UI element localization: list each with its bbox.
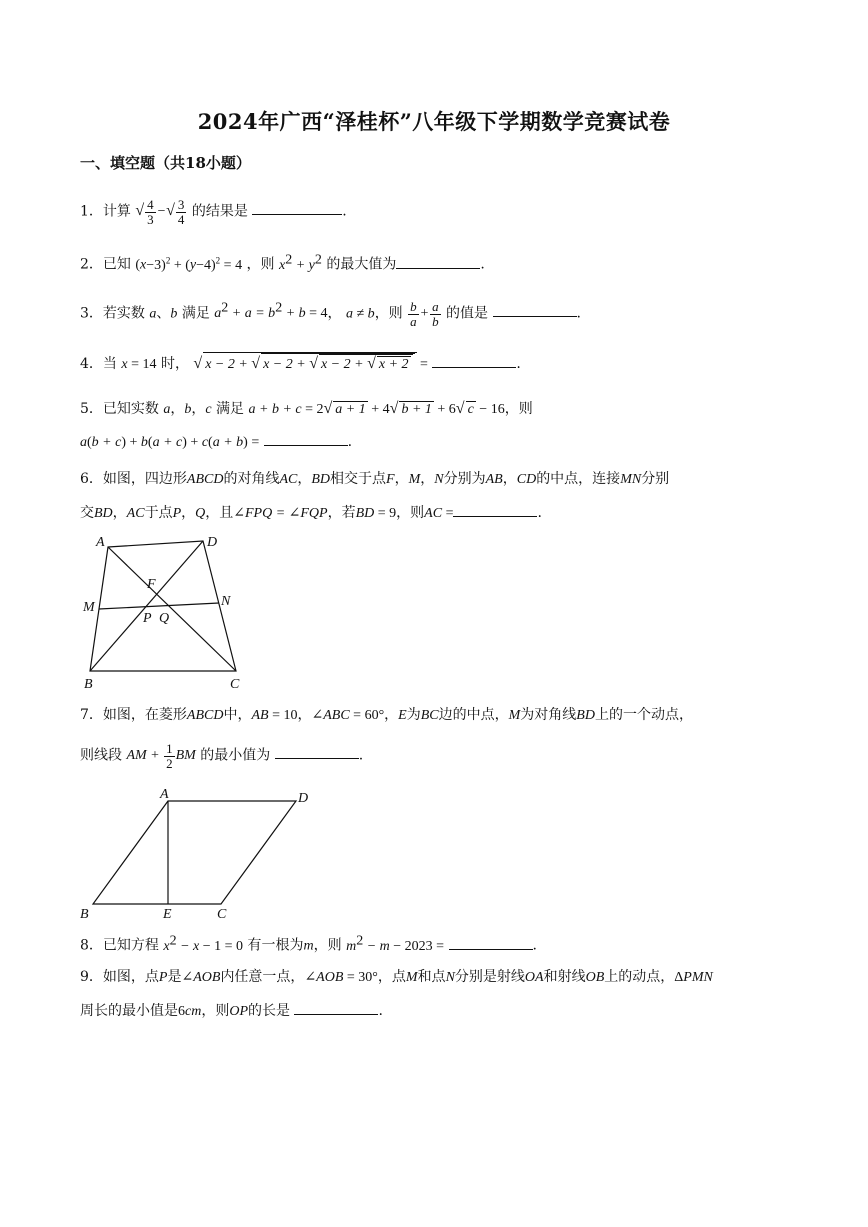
label-a: A	[160, 787, 169, 802]
question-7-line1: 7．如图，在菱形ABCD中，AB = 10，∠ABC = 60°，E为BC边的中点，M为对角线BD上的一个动点，	[80, 707, 693, 723]
expr: BD = 9	[355, 506, 397, 521]
expr: AC	[126, 506, 145, 521]
var-a: a	[163, 402, 171, 417]
question-6-line1: 6．如图，四边形ABCD的对角线AC，BD相交于点F，M，N分别为AB，CD的中点，连接MN分别	[80, 471, 670, 487]
expr: ABCD	[186, 472, 224, 487]
expr: ΔPMN	[674, 970, 713, 985]
expr: F	[386, 472, 395, 487]
period: .	[516, 356, 521, 372]
question-5-expr: a(b + c) + b(a + c) + c(a + b) =	[80, 435, 260, 450]
period: .	[576, 305, 581, 322]
text: 相交于点	[330, 471, 387, 487]
question-4-text: 4．当	[80, 356, 117, 372]
question-3-mid: 满足	[181, 305, 210, 322]
question-9-line1	[80, 966, 713, 986]
expr: AM + $\frac{1}{2}$ BM	[126, 741, 196, 771]
label-n: N	[221, 594, 231, 609]
expr: M	[408, 472, 421, 487]
period: .	[480, 256, 485, 273]
question-1-math: √ $\frac{4}{3}$ −√ $\frac{3}{4}$	[135, 197, 185, 227]
period: .	[342, 203, 347, 220]
text: 上的一个动点，	[594, 707, 693, 723]
label-e: E	[163, 907, 172, 922]
text: 为对角线	[520, 707, 577, 723]
text: 分别是射线	[454, 969, 525, 985]
then: ，则	[504, 401, 533, 417]
answer-blank-8[interactable]	[449, 935, 533, 950]
question-2-text: 2．已知	[80, 256, 131, 273]
question-8-text: 8．已知方程	[80, 937, 159, 954]
question-2-mid: ，则	[246, 256, 275, 273]
text: 交	[80, 505, 94, 521]
text: ，点	[377, 969, 406, 985]
expr: M	[405, 970, 418, 985]
text: 分别为	[443, 471, 486, 487]
var-b: b	[170, 306, 178, 322]
var-a: a	[149, 306, 157, 322]
text: 和点	[417, 969, 446, 985]
label-q: Q	[159, 611, 170, 626]
sep: ，	[327, 305, 342, 322]
text: 有一根为	[247, 937, 304, 954]
question-3-tail: 的值是	[446, 305, 489, 322]
text: ，则	[396, 505, 425, 521]
label-c: C	[217, 907, 227, 922]
expr: $x^2 - x - 1 = 0$	[163, 933, 244, 954]
expr: ∠AOB	[181, 970, 221, 985]
label-c: C	[230, 677, 240, 692]
text: 和射线	[543, 969, 586, 985]
text: 的中点，连接	[536, 471, 621, 487]
expr: N	[445, 970, 455, 985]
question-3-frac: $\frac{b}{a}$ + $\frac{a}{b}$	[410, 299, 439, 329]
then: ，则	[374, 305, 403, 322]
question-5-cond: a + b + c = 2√ a + 1 + 4√ b + 1 + 6√ c − 16	[248, 400, 505, 417]
period: .	[537, 505, 542, 521]
question-7-text: 7．如图，在菱形	[80, 707, 187, 723]
expr: BD	[94, 506, 113, 521]
section-heading: 一、填空题（共18小题）	[80, 154, 251, 172]
text: 于点	[144, 505, 173, 521]
text: 的长是	[248, 1003, 290, 1019]
text: ，则	[201, 1003, 230, 1019]
var-b: b	[184, 402, 192, 417]
period: .	[532, 937, 537, 954]
sep: 、	[156, 305, 171, 322]
text: 周长的最小值是	[80, 1003, 178, 1019]
text: 为	[406, 707, 421, 723]
label-d: D	[207, 535, 218, 550]
text: ，且	[205, 505, 234, 521]
period: .	[378, 1003, 383, 1019]
period: .	[347, 434, 353, 450]
question-9-line2	[80, 1000, 383, 1020]
sep: ，	[191, 401, 206, 417]
label-f: F	[147, 577, 156, 592]
expr: m	[303, 938, 314, 954]
expr: OP	[229, 1004, 248, 1019]
question-6-line2: 交BD，AC于点P，Q，且∠FPQ = ∠FQP，若BD = 9，则AC = .	[80, 502, 542, 522]
sep: ，	[170, 401, 185, 417]
text: 分别	[641, 471, 670, 487]
expr: P	[172, 506, 182, 521]
expr: ABCD	[186, 708, 224, 723]
text: 则线段	[80, 747, 122, 764]
expr: OB	[585, 970, 605, 985]
question-5-text: 5．已知实数	[80, 401, 159, 417]
expr: AB	[485, 472, 503, 487]
label-m: M	[83, 600, 95, 615]
text: 的对角线	[223, 471, 280, 487]
expr: AC =	[424, 506, 454, 521]
expr: MN	[620, 472, 642, 487]
label-b: B	[84, 677, 93, 692]
text: 中，	[223, 707, 252, 723]
text: 是	[167, 969, 182, 985]
question-8	[80, 933, 537, 955]
expr: ∠ABC = 60°	[311, 708, 385, 723]
expr: ∠FPQ = ∠FQP	[233, 506, 328, 521]
text: 内任意一点，	[220, 969, 305, 985]
expr: P	[158, 970, 168, 985]
question-4-cond: x = 14	[121, 357, 157, 372]
text: ，则	[313, 937, 342, 954]
expr: Q	[195, 506, 206, 521]
period: .	[358, 747, 364, 764]
label-a: A	[96, 535, 105, 550]
expr: BD	[311, 472, 331, 487]
label-p: P	[143, 611, 152, 626]
text: 上的动点，	[604, 969, 675, 985]
question-4-mid: 时，	[160, 356, 189, 372]
label-d: D	[298, 791, 309, 806]
expr: BC	[420, 708, 439, 723]
question-4-expr: √ x − 2 + √ x − 2 + √ x − 2 + √ x + 2 =	[193, 357, 428, 372]
rhombus-abcd	[93, 801, 296, 904]
question-1-text: 1．计算	[80, 203, 131, 220]
question-1-tail: 的结果是	[191, 203, 248, 220]
expr: AB = 10	[251, 708, 298, 723]
expr: M	[508, 708, 521, 723]
question-2-math: $(x-3)^2 + (y-4)^2 = 4$	[135, 255, 243, 273]
question-3-cond: $a^2 + a = b^2 + b = 4$	[214, 300, 328, 322]
var-c: c	[205, 402, 212, 417]
page-title: 2024年广西“泽桂杯”八年级下学期数学竞赛试卷	[197, 109, 671, 134]
expr: E	[398, 708, 407, 723]
answer-blank-9[interactable]	[294, 1000, 378, 1015]
expr: N	[434, 472, 444, 487]
question-9-text: 9．如图，点	[80, 969, 159, 985]
question-2-expr: $x^2 + y^2$	[278, 252, 322, 273]
expr: $m^2 - m - 2023$ =	[346, 933, 445, 954]
question-3-text: 3．若实数	[80, 305, 145, 322]
expr: BD	[576, 708, 595, 723]
question-2-tail: 的最大值为	[326, 256, 397, 273]
expr: OA	[524, 970, 544, 985]
expr: ∠AOB = 30°	[304, 970, 378, 985]
question-3-neq: a ≠ b	[346, 306, 375, 322]
expr: AC	[279, 472, 298, 487]
text: 边的中点，	[438, 707, 509, 723]
label-b: B	[80, 907, 89, 922]
text: ，若	[327, 505, 356, 521]
question-5-mid: 满足	[216, 401, 245, 417]
expr: 6cm	[178, 1004, 202, 1019]
expr: CD	[516, 472, 537, 487]
question-6-text: 6．如图，四边形	[80, 471, 187, 487]
text: 的最小值为	[200, 747, 271, 764]
